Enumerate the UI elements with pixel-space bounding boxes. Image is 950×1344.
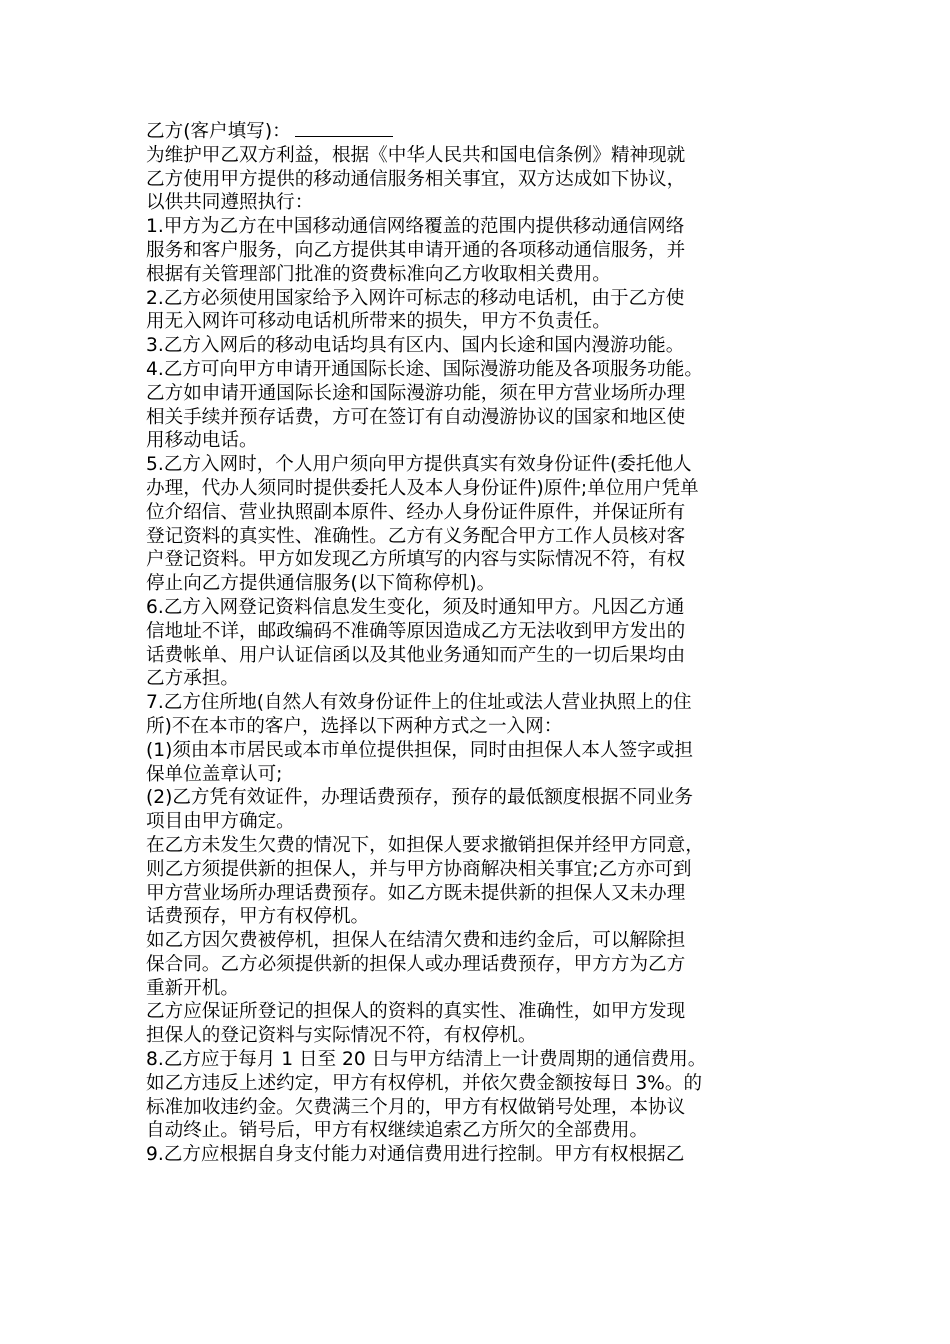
text-line: 保单位盖章认可; xyxy=(146,763,283,785)
sub-item-2: (2)乙方凭有效证件，办理话费预存，预存的最低额度根据不同业务 xyxy=(146,787,693,809)
text-line: 服务和客户服务，向乙方提供其申请开通的各项移动通信服务，并 xyxy=(146,239,686,261)
text-line: 话费帐单、用户认证信函以及其他业务通知而产生的一切后果均由 xyxy=(146,644,686,666)
text-line: 以供共同遵照执行： xyxy=(146,192,314,214)
text-line: 位介绍信、营业执照副本原件、经办人身份证件原件，并保证所有 xyxy=(146,501,686,523)
text-line: 重新开机。 xyxy=(146,977,239,999)
text-line: 话费预存，甲方有权停机。 xyxy=(146,906,370,928)
text-line: 用移动电话。 xyxy=(146,430,258,452)
text-line: 自动终止。销号后，甲方有权继续追索乙方所欠的全部费用。 xyxy=(146,1120,649,1142)
clause-7: 7.乙方住所地(自然人有效身份证件上的住址或法人营业执照上的住 xyxy=(146,692,692,714)
text-line: 如乙方因欠费被停机，担保人在结清欠费和违约金后，可以解除担 xyxy=(146,930,686,952)
clause-9: 9.乙方应根据自身支付能力对通信费用进行控制。甲方有权根据乙 xyxy=(146,1144,685,1166)
text-line: 停止向乙方提供通信服务(以下简称停机)。 xyxy=(146,573,496,595)
text-line: 乙方使用甲方提供的移动通信服务相关事宜，双方达成如下协议， xyxy=(146,168,686,190)
text-line: 项目由甲方确定。 xyxy=(146,811,295,833)
customer-blank-field[interactable] xyxy=(295,120,393,137)
text-line: 担保人的登记资料与实际情况不符，有权停机。 xyxy=(146,1025,537,1047)
customer-fill-line xyxy=(146,120,816,144)
clause-5: 5.乙方入网时，个人用户须向甲方提供真实有效身份证件(委托他人 xyxy=(146,454,692,476)
clause-3: 3.乙方入网后的移动电话均具有区内、国内长途和国内漫游功能。 xyxy=(146,335,685,357)
text-line: 根据有关管理部门批准的资费标准向乙方收取相关费用。 xyxy=(146,263,611,285)
text-line: 用无入网许可移动电话机所带来的损失，甲方不负责任。 xyxy=(146,311,611,333)
customer-label: 乙方(客户填写)： xyxy=(146,121,291,142)
text-line: 乙方承担。 xyxy=(146,668,239,690)
sub-item-1: (1)须由本市居民或本市单位提供担保，同时由担保人本人签字或担 xyxy=(146,739,693,761)
text-line: 信地址不详，邮政编码不准确等原因造成乙方无法收到甲方发出的 xyxy=(146,620,686,642)
text-line: 相关手续并预存话费，方可在签订有自动漫游协议的国家和地区使 xyxy=(146,406,686,428)
text-line: 乙方应保证所登记的担保人的资料的真实性、准确性，如甲方发现 xyxy=(146,1001,686,1023)
text-line: 甲方营业场所办理话费预存。如乙方既未提供新的担保人又未办理 xyxy=(146,882,686,904)
text-line: 户登记资料。甲方如发现乙方所填写的内容与实际情况不符，有权 xyxy=(146,549,686,571)
clause-8: 8.乙方应于每月 1 日至 20 日与甲方结清上一计费周期的通信费用。 xyxy=(146,1049,707,1071)
text-line: 所)不在本市的客户，选择以下两种方式之一入网： xyxy=(146,715,563,737)
text-line: 则乙方须提供新的担保人，并与甲方协商解决相关事宜;乙方亦可到 xyxy=(146,858,692,880)
clause-6: 6.乙方入网登记资料信息发生变化，须及时通知甲方。凡因乙方通 xyxy=(146,596,685,618)
clause-2: 2.乙方必须使用国家给予入网许可标志的移动电话机，由于乙方使 xyxy=(146,287,685,309)
text-line: 标准加收违约金。欠费满三个月的，甲方有权做销号处理，本协议 xyxy=(146,1096,686,1118)
text-line: 如乙方违反上述约定，甲方有权停机，并依欠费金额按每日 3%。的 xyxy=(146,1072,703,1094)
text-line: 乙方如申请开通国际长途和国际漫游功能，须在甲方营业场所办理 xyxy=(146,382,686,404)
clause-1: 1.甲方为乙方在中国移动通信网络覆盖的范围内提供移动通信网络 xyxy=(146,216,685,238)
text-line: 登记资料的真实性、准确性。乙方有义务配合甲方工作人员核对客 xyxy=(146,525,686,547)
text-line: 在乙方未发生欠费的情况下，如担保人要求撤销担保并经甲方同意， xyxy=(146,834,704,856)
text-line: 保合同。乙方必须提供新的担保人或办理话费预存，甲方方为乙方 xyxy=(146,953,686,975)
text-line: 办理，代办人须同时提供委托人及本人身份证件)原件;单位用户凭单 xyxy=(146,477,699,499)
text-line: 为维护甲乙双方利益，根据《中华人民共和国电信条例》精神现就 xyxy=(146,144,686,166)
document-body xyxy=(146,120,816,1167)
clause-4: 4.乙方可向甲方申请开通国际长途、国际漫游功能及各项服务功能。 xyxy=(146,358,703,380)
